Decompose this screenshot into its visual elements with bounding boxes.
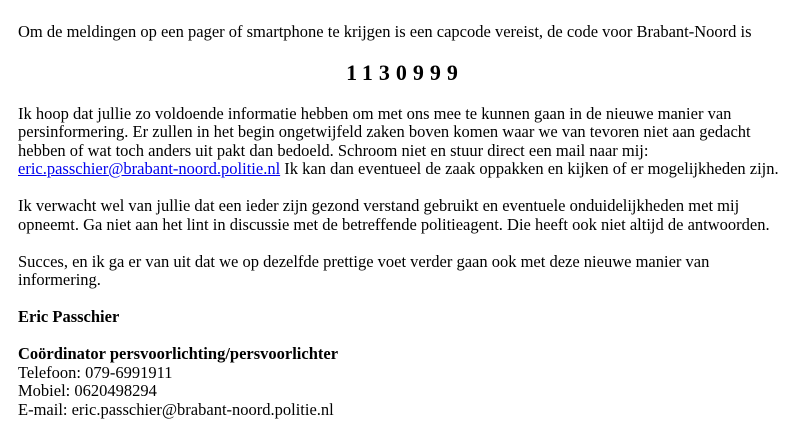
spacer bbox=[18, 327, 788, 346]
intro-text: Om de meldingen op een pager of smartphone te krijgen is een capcode vereist, de code voor Brabant-Noord is bbox=[18, 22, 752, 41]
signature-email: E-mail: eric.passchier@brabant-noord.politie.nl bbox=[18, 399, 334, 419]
signature-role: Coördinator persvoorlichting/persvoorlichter bbox=[18, 344, 339, 363]
email-link[interactable]: eric.passchier@brabant-noord.politie.nl bbox=[18, 159, 281, 178]
spacer bbox=[18, 290, 788, 309]
paragraph-contact bbox=[18, 105, 788, 179]
signature-phone: Telefoon: 079-6991911 bbox=[18, 362, 173, 382]
capcode-value: 1130999 bbox=[346, 59, 464, 85]
paragraph-closing: Succes, en ik ga er van uit dat we op dezelfde prettige voet verder gaan ook met deze nieuwe manier van informering. bbox=[18, 251, 710, 289]
spacer bbox=[18, 179, 788, 198]
signature-mobile: Mobiel: 0620498294 bbox=[18, 381, 157, 400]
paragraph-expectations: Ik verwacht wel van jullie dat een ieder zijn gezond verstand gebruikt en eventuele onduidelijkheden met mij opneemt. Ga niet aan het lint in discussie met de betreffende politieagent. Die heeft ook niet altijd de antwoorden. bbox=[18, 196, 770, 234]
paragraph-contact-text-after: Ik kan dan eventueel de zaak oppakken en kijken of er mogelijkheden zijn. bbox=[280, 159, 779, 178]
spacer bbox=[18, 234, 788, 253]
signature-name: Eric Passchier bbox=[18, 307, 120, 326]
paragraph-contact-text: Ik hoop dat jullie zo voldoende informatie hebben om met ons mee te kunnen gaan in de nieuwe manier van persinformering. Er zullen in het begin ongetwijfeld zaken boven komen waar we van tevoren niet aan gedacht hebben of wat toch anders uit pakt dan bedoeld. Schroom niet en stuur direct een mail naar mij: bbox=[18, 103, 751, 160]
